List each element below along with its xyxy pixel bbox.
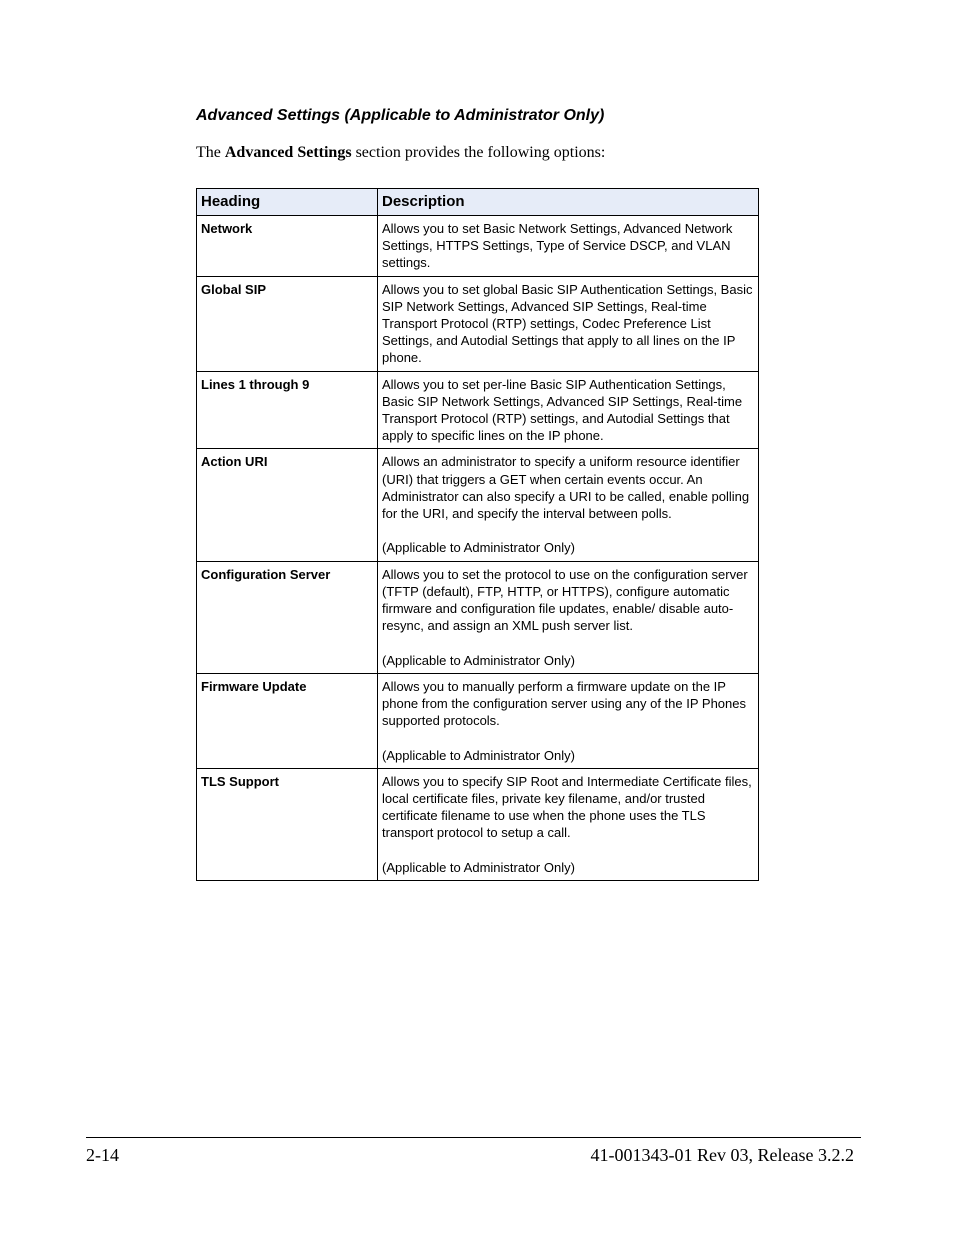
column-header-description: Description	[378, 189, 759, 216]
table-row	[197, 449, 759, 561]
row-description	[378, 276, 759, 371]
intro-paragraph	[196, 143, 605, 163]
row-heading: Lines 1 through 9	[197, 371, 378, 449]
table-row	[197, 768, 759, 880]
table-row	[197, 276, 759, 371]
table-row	[197, 371, 759, 449]
footer-divider	[86, 1137, 861, 1138]
row-heading: Action URI	[197, 449, 378, 561]
row-description-text: Allows you to set Basic Network Settings, Advanced Network Settings, HTTPS Settings, Type of Service DSCP, and VLAN settings.	[382, 221, 733, 271]
row-description	[378, 449, 759, 561]
row-description-text: Allows you to specify SIP Root and Intermediate Certificate files, local certificate files, private key filename, and/or trusted certificate filename to use when the phone uses the TLS transport protocol to setup a call.	[382, 773, 752, 841]
row-note: (Applicable to Administrator Only)	[382, 540, 575, 556]
row-description-text: Allows you to manually perform a firmware update on the IP phone from the configuration server using any of the IP Phones supported protocols.	[382, 678, 746, 729]
row-description	[378, 768, 759, 880]
section-heading: Advanced Settings (Applicable to Administrator Only)	[196, 107, 605, 124]
row-heading: Global SIP	[197, 276, 378, 371]
advanced-settings-table	[196, 188, 759, 881]
row-heading: Firmware Update	[197, 673, 378, 768]
row-description	[378, 561, 759, 673]
row-description-text: Allows you to set the protocol to use on the configuration server (TFTP (default), FTP, HTTP, or HTTPS), configure automatic firmware and configuration file updates, enable/ disable auto-resync, and assign an XML push server list.	[382, 566, 748, 634]
row-heading: TLS Support	[197, 768, 378, 880]
row-heading: Configuration Server	[197, 561, 378, 673]
row-description	[378, 371, 759, 449]
table-header-row	[197, 189, 759, 216]
intro-text-after: section provides the following options:	[351, 144, 606, 161]
table-row	[197, 561, 759, 673]
row-description-text: Allows an administrator to specify a uniform resource identifier (URI) that triggers a GET when certain events occur. An Administrator can also specify a URI to be called, enable polling for the URI, and specify the interval between polls.	[382, 454, 750, 522]
row-note: (Applicable to Administrator Only)	[382, 859, 575, 875]
intro-text-bold: Advanced Settings	[224, 144, 352, 161]
column-header-heading: Heading	[197, 189, 378, 216]
table-row	[197, 216, 759, 277]
row-heading: Network	[197, 216, 378, 277]
row-note: (Applicable to Administrator Only)	[382, 652, 575, 668]
row-description-text: Allows you to set global Basic SIP Authentication Settings, Basic SIP Network Settings, Advanced SIP Settings, Real-time Transport Protocol (RTP) settings, Codec Preference List Settings, and Autodial Settings that apply to all lines on the IP phone.	[382, 281, 753, 366]
table-row	[197, 673, 759, 768]
intro-text-before: The	[196, 144, 225, 161]
page-number: 2-14	[86, 1145, 119, 1165]
row-description-text: Allows you to set per-line Basic SIP Authentication Settings, Basic SIP Network Settings, Advanced SIP Settings, Real-time Transport Protocol (RTP) settings, and Autodial Settings that apply to specific lines on the IP phone.	[382, 376, 743, 444]
row-note: (Applicable to Administrator Only)	[382, 747, 575, 763]
row-description	[378, 673, 759, 768]
row-description	[378, 216, 759, 277]
document-id: 41-001343-01 Rev 03, Release 3.2.2	[590, 1145, 854, 1165]
